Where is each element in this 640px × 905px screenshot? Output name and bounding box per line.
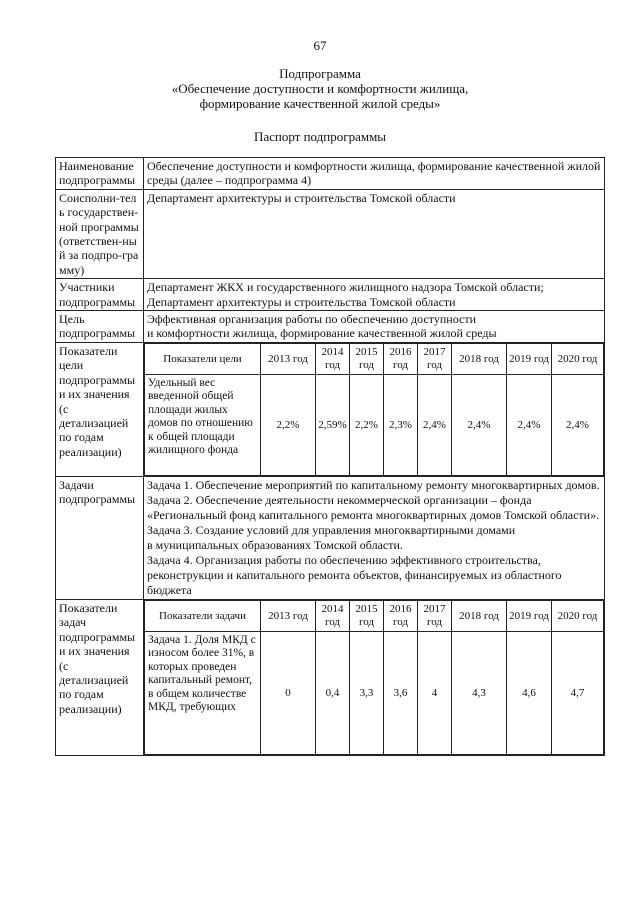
indicator-value-row [145,374,604,475]
heading-line-1: Подпрограмма [279,66,361,81]
year-cell: 2018 год [452,343,507,374]
indicator-header-row [145,600,604,631]
row-name [56,158,605,190]
page-number: 67 [313,38,327,53]
heading-line-2: «Обеспечение доступности и комфортности жилища, [171,81,469,96]
year-cell: 2017 год [418,600,452,631]
year-cell: 2019 год [507,343,552,374]
task-1: Задача 1. Обеспечение мероприятий по капитальному ремонту многоквартирных домов. [147,477,600,492]
year-cell: 2014 год [316,343,350,374]
task-2: Задача 2. Обеспечение деятельности некоммерческой организации – фонда «Региональный фонд капитального ремонта многоквартирных домов Томской области». [147,492,600,522]
value-cell: 2,4% [507,374,552,475]
row-participants [56,279,605,311]
value-cell: 3,6 [384,631,418,754]
passport-table [55,157,605,756]
row-co-executor [56,189,605,278]
year-cell: 2017 год [418,343,452,374]
value-cell: 2,4% [552,374,604,475]
value-cell: 2,3% [384,374,418,475]
goal-indicators-table [144,343,604,476]
row-label: Наименование подпрограммы [56,158,144,190]
row-goal-indicators [56,342,605,476]
row-task-indicators [56,599,605,755]
row-label: Цель подпрограммы [56,311,144,343]
year-cell: 2020 год [552,600,604,631]
value-cell: 4,3 [452,631,507,754]
value-cell: 2,4% [452,374,507,475]
value-cell: 4,6 [507,631,552,754]
year-cell: 2015 год [350,600,384,631]
row-value [144,279,605,311]
row-tasks [56,476,605,599]
year-cell: 2016 год [384,600,418,631]
subprogram-heading [0,66,640,111]
value-cell: 0,4 [316,631,350,754]
row-label: Показатели задач подпрограммы и их значения (с детализацией по годам реализации) [56,599,144,755]
value-cell: 2,2% [350,374,384,475]
value-cell: 3,3 [350,631,384,754]
indicator-header-row [145,343,604,374]
indicator-header: Показатели цели [145,343,261,374]
row-value [144,311,605,343]
indicator-header: Показатели задачи [145,600,261,631]
value-cell: 0 [261,631,316,754]
year-cell: 2020 год [552,343,604,374]
value-cell: 2,4% [418,374,452,475]
year-cell: 2013 год [261,600,316,631]
passport-title: Паспорт подпрограммы [253,129,387,144]
row-label: Показатели цели подпрограммы и их значения (с детализацией по годам реализации) [56,342,144,476]
goal-line-1: Эффективная организация работы по обеспечению доступности [147,312,476,327]
year-cell: 2016 год [384,343,418,374]
row-label: Задачи подпрограммы [56,476,144,599]
row-value: Обеспечение доступности и комфортности жилища, формирование качественной жилой среды (далее – подпрограмма 4) [144,158,605,190]
indicator-description: Задача 1. Доля МКД с износом более 31%, в которых проведен капитальный ремонт, в общем количестве МКД, требующих [145,631,261,754]
row-value: Департамент архитектуры и строительства Томской области [144,189,605,278]
task-3-line-2: в муниципальных образованиях Томской области. [147,537,403,552]
value-cell: 4 [418,631,452,754]
year-cell: 2015 год [350,343,384,374]
task-3-line-1: Задача 3. Создание условий для управления многоквартирными домами [147,522,516,537]
participant-2: Департамент архитектуры и строительства Томской области [147,294,456,309]
task-4: Задача 4. Организация работы по обеспечению эффективного строительства, реконструкции и капитального ремонта объектов, финансируемых из областного бюджета [147,552,562,597]
participant-1: Департамент ЖКХ и государственного жилищного надзора Томской области; [147,280,544,295]
year-cell: 2014 год [316,600,350,631]
row-value [144,476,605,599]
value-cell: 2,2% [261,374,316,475]
year-cell: 2019 год [507,600,552,631]
heading-line-3: формирование качественной жилой среды» [199,96,441,111]
year-cell: 2013 год [261,343,316,374]
year-cell: 2018 год [452,600,507,631]
value-cell: 2,59% [316,374,350,475]
task-indicators-table [144,600,604,755]
row-label: Участники подпрограммы [56,279,144,311]
goal-line-2: и комфортности жилища, формирование качественной жилой среды [147,326,497,341]
indicator-value-row [145,631,604,754]
value-cell: 4,7 [552,631,604,754]
row-label: Соисполни-тель государствен-ной программы (ответствен-ный за подпро-грамму) [56,189,144,278]
row-goal [56,311,605,343]
indicator-description: Удельный вес введенной общей площади жилых домов по отношению к общей площади жилищного фонда [145,374,261,475]
